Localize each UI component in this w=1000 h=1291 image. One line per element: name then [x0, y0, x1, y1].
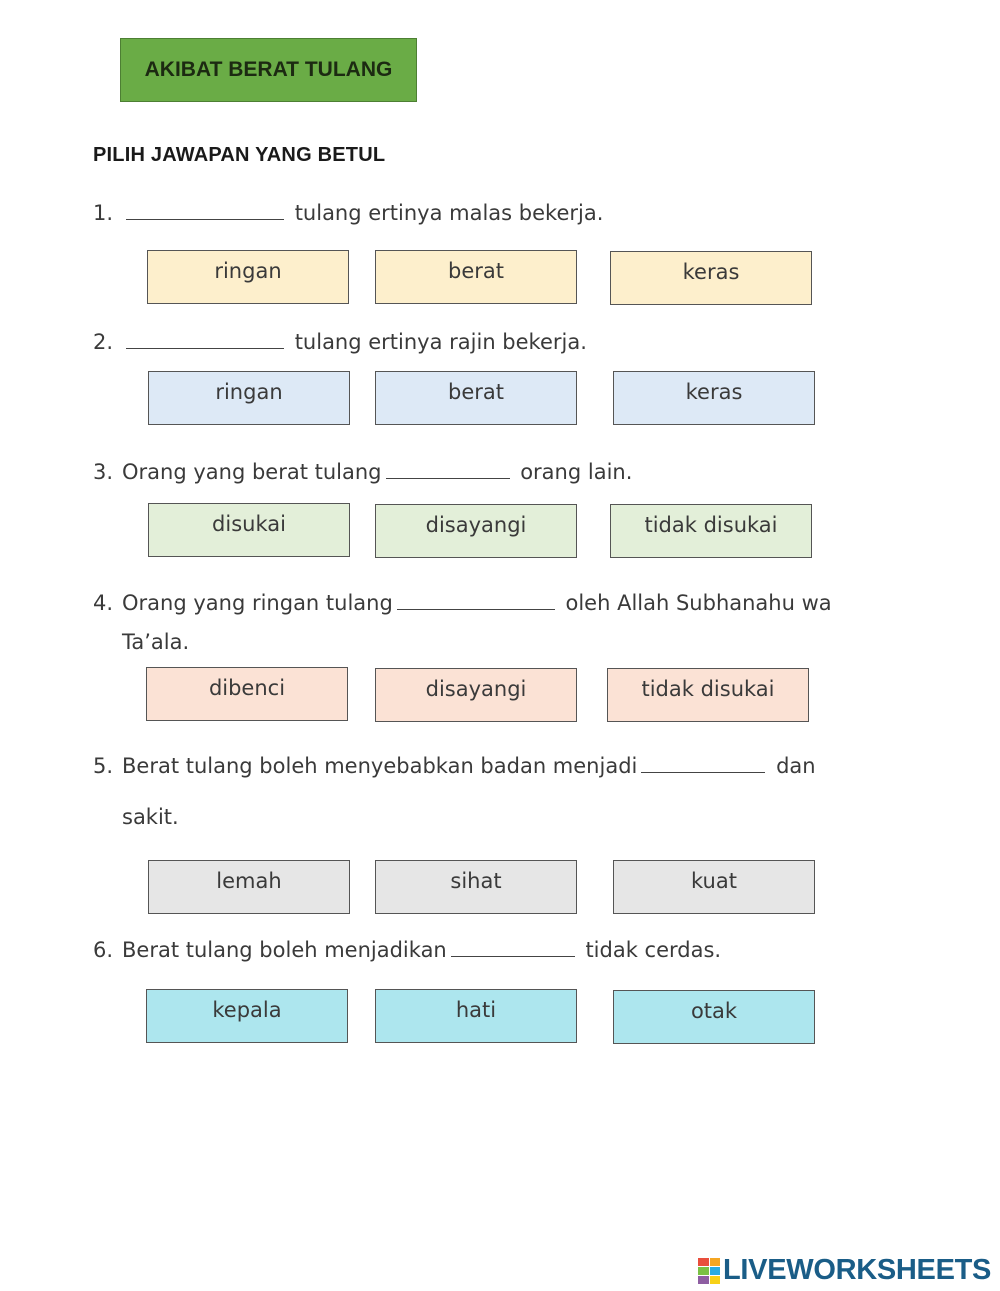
- liveworksheets-logo: [698, 1254, 991, 1287]
- option-button[interactable]: sihat: [375, 860, 577, 914]
- answer-blank: [386, 458, 510, 479]
- worksheet-title: AKIBAT BERAT TULANG: [120, 38, 417, 102]
- answer-blank: [126, 199, 284, 220]
- question-text: tidak cerdas.: [585, 938, 722, 962]
- option-button[interactable]: hati: [375, 989, 577, 1043]
- question-text: oleh Allah Subhanahu wa: [565, 591, 832, 615]
- question-text: orang lain.: [520, 460, 633, 484]
- answer-blank: [397, 589, 555, 610]
- option-button[interactable]: otak: [613, 990, 815, 1044]
- question-text: tulang ertinya rajin bekerja.: [294, 330, 587, 354]
- question-text: dan: [776, 754, 816, 778]
- answer-blank: [641, 752, 765, 773]
- answer-blank: [451, 936, 575, 957]
- option-button[interactable]: ringan: [148, 371, 350, 425]
- option-button[interactable]: disukai: [148, 503, 350, 557]
- option-button[interactable]: ringan: [147, 250, 349, 304]
- question-text: tulang ertinya malas bekerja.: [294, 201, 604, 225]
- option-button[interactable]: dibenci: [146, 667, 348, 721]
- option-button[interactable]: berat: [375, 371, 577, 425]
- question-2: [93, 328, 587, 354]
- option-button[interactable]: lemah: [148, 860, 350, 914]
- question-number: 4.: [93, 591, 114, 615]
- question-text: Orang yang ringan tulang: [122, 591, 393, 615]
- question-number: 2.: [93, 330, 114, 354]
- option-button[interactable]: keras: [610, 251, 812, 305]
- option-button[interactable]: disayangi: [375, 668, 577, 722]
- option-button[interactable]: kepala: [146, 989, 348, 1043]
- question-number: 5.: [93, 754, 114, 778]
- option-button[interactable]: keras: [613, 371, 815, 425]
- instruction-heading: PILIH JAWAPAN YANG BETUL: [93, 144, 386, 166]
- answer-blank: [126, 328, 284, 349]
- question-number: 3.: [93, 460, 114, 484]
- option-button[interactable]: berat: [375, 250, 577, 304]
- question-text: Berat tulang boleh menjadikan: [122, 938, 447, 962]
- question-text: Orang yang berat tulang: [122, 460, 382, 484]
- question-text: Berat tulang boleh menyebabkan badan menjadi: [122, 754, 638, 778]
- question-1: [93, 199, 603, 225]
- option-button[interactable]: tidak disukai: [607, 668, 809, 722]
- question-continuation: Ta’ala.: [122, 630, 190, 654]
- option-button[interactable]: disayangi: [375, 504, 577, 558]
- option-button[interactable]: kuat: [613, 860, 815, 914]
- question-continuation: sakit.: [122, 805, 179, 829]
- question-number: 1.: [93, 201, 114, 225]
- question-5: [93, 752, 816, 778]
- question-4: [93, 589, 832, 615]
- logo-mark-icon: [698, 1258, 720, 1284]
- question-number: 6.: [93, 938, 114, 962]
- option-button[interactable]: tidak disukai: [610, 504, 812, 558]
- question-6: [93, 936, 721, 962]
- question-3: [93, 458, 632, 484]
- logo-text: LIVEWORKSHEETS: [723, 1254, 992, 1286]
